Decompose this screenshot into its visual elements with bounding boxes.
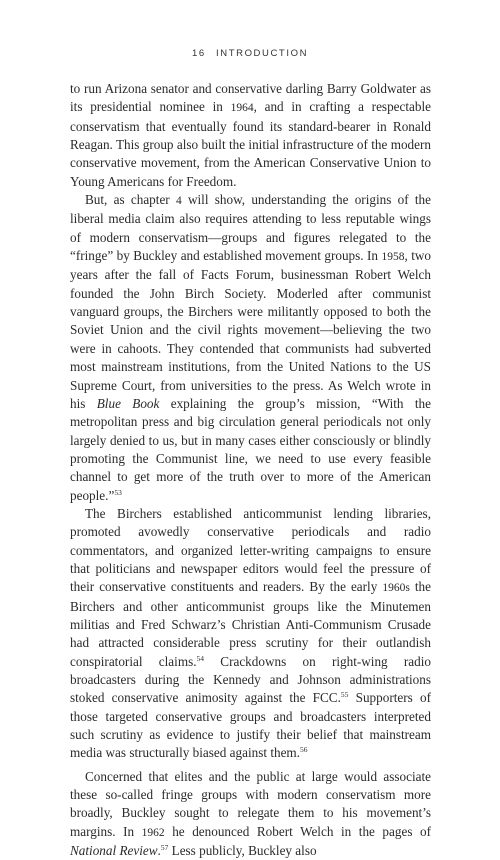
paragraph-1-part-a: to run Arizona senator and conservative darling Barry Goldwater as its presidential nominee in: [70, 81, 431, 115]
footnote-ref-55: 55: [340, 690, 349, 700]
paragraph-2-part-d: explaining the group’s mission, “With the metropolitan press and big circulation general periodicals not only largely denied to us, but in many cases either consciously or blindly promoting the Communist line, we need to use every feasible channel to get more of the truth over to more of the American people.”: [70, 395, 431, 503]
paragraph-4: [70, 768, 431, 860]
magazine-title-national-review: National Review: [70, 843, 158, 859]
paragraph-3-part-c: Crackdowns on right-wing radio broadcasters during the Kennedy and Johnson administrations stoked conservative animosity against the FCC.: [70, 653, 431, 706]
footnote-ref-56: 56: [299, 745, 308, 755]
paragraph-3-part-a: The Birchers established anticommunist lending libraries, promoted avowedly conservative periodicals and radio commentators, and organized letter-writing campaigns to ensure that politicians and newspaper editors would feel the pressure of their conservative constituents and readers. By the early: [70, 505, 431, 595]
paragraph-2: [70, 191, 431, 505]
year-1958: 1958: [381, 251, 405, 264]
paragraph-2-part-a: But, as chapter: [85, 192, 176, 208]
paragraph-1: [70, 80, 431, 191]
paragraph-3-part-b: the Birchers and other anticommunist groups like the Minutemen militias and Fred Schwarz’s Christian Anti-Communism Crusade had attracted considerable press scrutiny for their outlandish conspiratorial claims.: [70, 579, 431, 669]
paragraph-2-part-c: , two years after the fall of Facts Forum, businessman Robert Welch founded the John Birch Society. Moderled after communist vanguard groups, the Birchers were militantly opposed to both the Soviet Union and the civil rights movement—believing the two were in cahoots. They contended that communists had subverted most mainstream institutions, from the United Nations to the US Supreme Court, from universities to the press. As Welch wrote in his: [70, 248, 432, 411]
book-title-blue-book: Blue Book: [96, 395, 160, 411]
running-head: [0, 48, 500, 59]
chapter-number: 4: [175, 195, 182, 208]
page-number: 16: [191, 48, 206, 59]
paragraph-3-part-d: Supporters of those targeted conservative groups and broadcasters interpreted such scrutiny as evidence to justify their belief that mainstream media was structurally biased against them.: [70, 690, 431, 761]
paragraph-2-part-b: will show, understanding the origins of the liberal media claim also requires attending to less reputable wings of modern conservatism—groups and figures relegated to the “fringe” by Buckley and established movement groups. In: [70, 192, 431, 264]
paragraph-1-part-b: , and in crafting a respectable conservatism that eventually found its standard-bearer in Ronald Reagan. This group also built the initial infrastructure of the modern conservative movement, from the American Conservative Union to Young Americans for Freedom.: [70, 99, 431, 189]
section-title: INTRODUCTION: [216, 48, 309, 59]
footnote-ref-54: 54: [196, 653, 205, 663]
paragraph-4-part-d: Less publicly, Buckley also: [168, 843, 317, 859]
decade-1960s: 1960s: [382, 582, 410, 595]
footnote-ref-57: 57: [160, 843, 169, 853]
paragraph-3: [70, 505, 431, 763]
body-text: [70, 80, 431, 860]
paragraph-4-part-a: Concerned that elites and the public at large would associate these so-called fringe groups with modern conservatism more broadly, Buckley sought to relegate them to his movement’s margins. In: [70, 768, 431, 839]
footnote-ref-53: 53: [114, 487, 122, 497]
paragraph-4-part-b: he denounced Robert Welch in the pages of: [164, 823, 431, 839]
paragraph-4-part-c: .: [157, 843, 161, 859]
year-1964: 1964: [230, 102, 254, 115]
year-1962: 1962: [141, 826, 165, 839]
